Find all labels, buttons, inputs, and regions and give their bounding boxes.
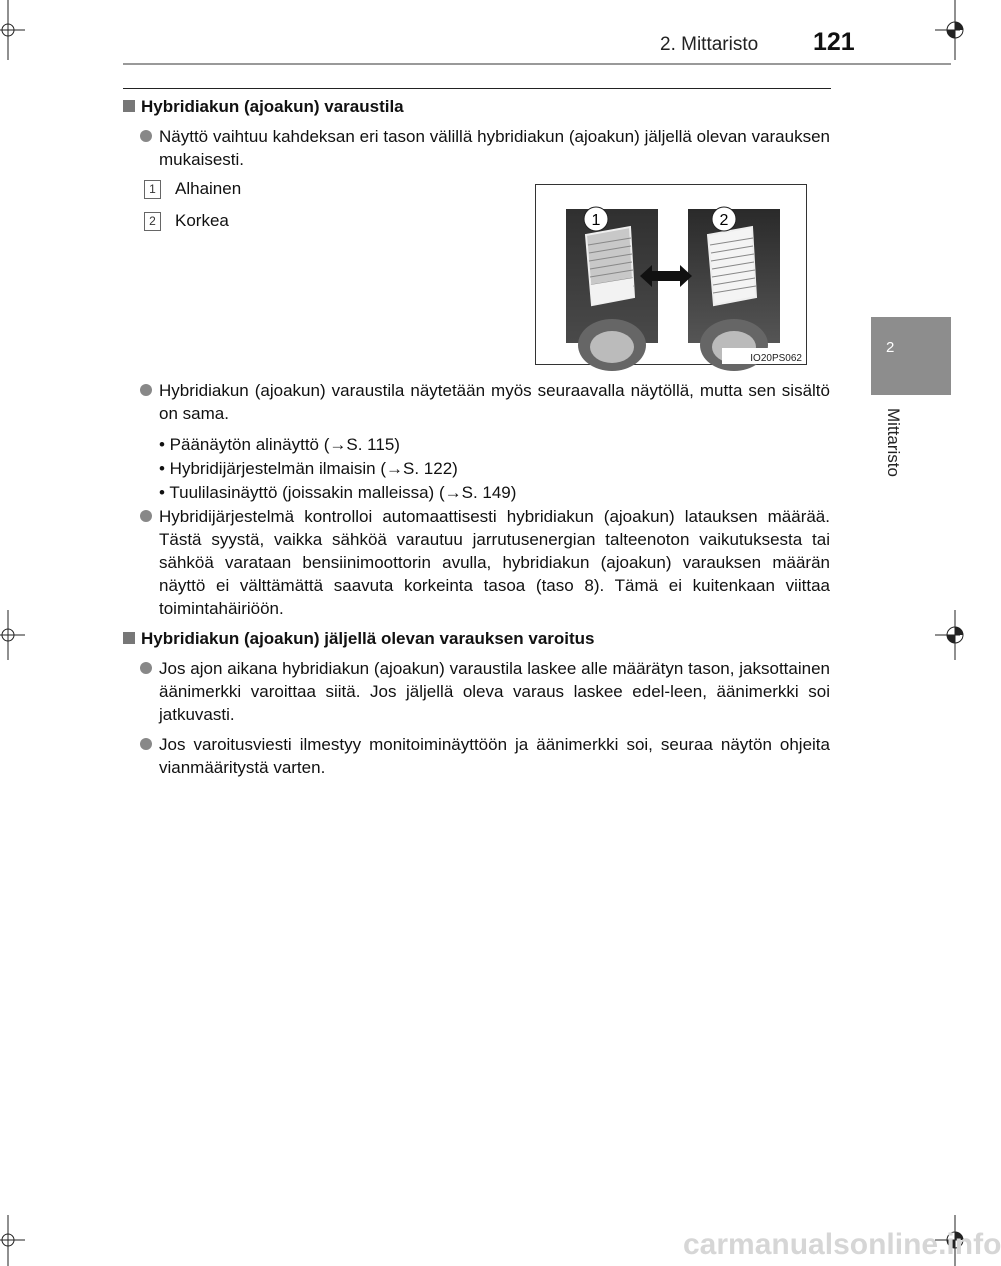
- page-number: 121: [813, 28, 855, 56]
- numbered-item-1: [144, 179, 241, 199]
- section-heading-charge-status: [123, 97, 404, 117]
- chapter-tab-number: 2: [886, 339, 895, 356]
- bullet-text: Jos ajon aikana hybridiakun (ajoakun) varaustila laskee alle määrätyn tason, jaksottainen äänimerkki varoittaa siitä. Jos jäljellä oleva varaus laskee edel-leen, äänimerkki soi jatkuvasti.: [159, 659, 830, 724]
- number-box: 1: [144, 180, 161, 199]
- chapter-tab[interactable]: [871, 317, 951, 395]
- bullet-dot-icon: [140, 130, 152, 142]
- header-section-title: 2. Mittaristo: [660, 34, 759, 55]
- heading-square-icon: [123, 632, 135, 644]
- sub-item: • Tuulilasinäyttö (joissakin malleissa) (→S. 149): [159, 483, 517, 502]
- heading-text: Hybridiakun (ajoakun) varaustila: [141, 97, 404, 116]
- bullet-dot-icon: [140, 738, 152, 750]
- bullet-text: Näyttö vaihtuu kahdeksan eri tason välillä hybridiakun (ajoakun) jäljellä olevan varauksen mukaisesti.: [159, 127, 830, 169]
- bullet-item: [140, 657, 830, 726]
- item-label: Korkea: [175, 211, 229, 230]
- bullet-dot-icon: [140, 384, 152, 396]
- bullet-dot-icon: [140, 662, 152, 674]
- bullet-item: [140, 379, 830, 425]
- battery-level-figure: [535, 184, 807, 365]
- heading-text: Hybridiakun (ajoakun) jäljellä olevan varauksen varoitus: [141, 629, 595, 648]
- bullet-text: Hybridiakun (ajoakun) varaustila näytetään myös seuraavalla näytöllä, mutta sen sisältö on sama.: [159, 381, 830, 423]
- svg-text:1: 1: [591, 212, 601, 229]
- chapter-tab-label: Mittaristo: [884, 408, 903, 477]
- numbered-item-2: [144, 211, 229, 231]
- svg-text:2: 2: [719, 212, 729, 229]
- bullet-item: [140, 733, 830, 779]
- sub-item: • Päänäytön alinäyttö (→S. 115): [159, 435, 400, 454]
- bullet-item: [140, 505, 830, 620]
- item-label: Alhainen: [175, 179, 242, 198]
- section-heading-charge-warning: [123, 629, 595, 649]
- bullet-dot-icon: [140, 510, 152, 522]
- bullet-item: [140, 125, 830, 171]
- header-divider: [123, 63, 951, 65]
- watermark: carmanualsonline.info: [683, 1228, 1001, 1261]
- sub-item: • Hybridijärjestelmän ilmaisin (→S. 122): [159, 459, 458, 478]
- bullet-text: Hybridijärjestelmä kontrolloi automaattisesti hybridiakun (ajoakun) latauksen määrää. Tästä syystä, vaikka sähköä varautuu jarrutusenergian talteenoton vaikutuksesta tai sähköä varataan bensiinimoottorin avulla, hybridiakun (ajoakun) varauksen määrän näyttö ei välttämättä saavuta korkeinta tasoa (taso 8). Tämä ei kuitenkaan viittaa toimintahäiriöön.: [159, 507, 830, 618]
- bullet-text: Jos varoitusviesti ilmestyy monitoiminäyttöön ja äänimerkki soi, seuraa näytön ohjeita vianmääritystä varten.: [159, 735, 830, 777]
- battery-gauge-illustration: [536, 185, 806, 364]
- heading-square-icon: [123, 100, 135, 112]
- figure-code: IO20PS062: [750, 353, 802, 364]
- number-box: 2: [144, 212, 161, 231]
- content-divider: [123, 88, 831, 89]
